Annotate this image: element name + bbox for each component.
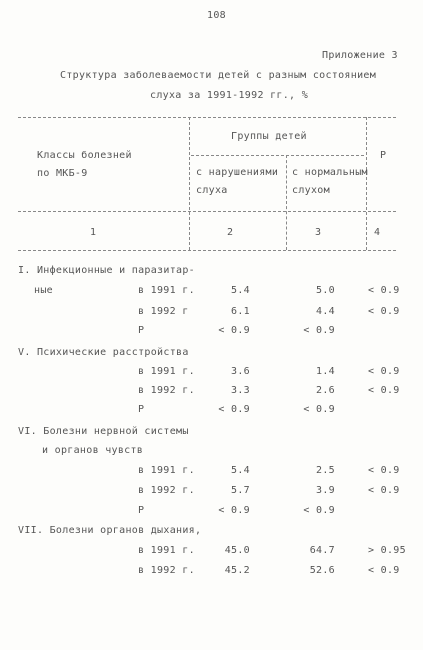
cell-impaired: 5.7 (231, 485, 250, 496)
cell-p: < 0.9 (368, 306, 400, 317)
cell-impaired: < 0.9 (218, 404, 250, 415)
cell-p: < 0.9 (368, 485, 400, 496)
cell-p: < 0.9 (368, 565, 400, 576)
header-rule (18, 211, 396, 212)
row-label: в 1991 г. (138, 366, 195, 377)
section-title: I. Инфекционные и паразитар- (18, 265, 195, 276)
header-impaired-line2: слуха (196, 185, 228, 196)
row-label: в 1992 г. (138, 485, 195, 496)
header-classes-line1: Классы болезней (37, 150, 132, 161)
col-number-3: 3 (315, 227, 322, 238)
header-normal-line1: с нормальным (292, 167, 368, 178)
col-divider-3 (366, 117, 367, 250)
header-normal-line2: слухом (292, 185, 330, 196)
groups-rule (191, 155, 364, 156)
col-number-4: 4 (374, 227, 381, 238)
cell-p: < 0.9 (368, 465, 400, 476)
cell-impaired: 5.4 (231, 285, 250, 296)
cell-normal: 3.9 (316, 485, 335, 496)
header-p: P (380, 150, 387, 161)
row-label: в 1992 г. (138, 385, 195, 396)
page-number: 108 (207, 10, 226, 21)
cell-impaired: 45.2 (224, 565, 250, 576)
header-classes-line2: по МКБ-9 (37, 168, 88, 179)
table-title: Структура заболеваемости детей с разным состоянием (60, 70, 377, 81)
section-title: VII. Болезни органов дыхания, (18, 525, 202, 536)
cell-p: < 0.9 (368, 366, 400, 377)
header-groups: Группы детей (231, 131, 307, 142)
cell-impaired: < 0.9 (218, 505, 250, 516)
cell-impaired: 3.6 (231, 366, 250, 377)
cell-normal: 5.0 (316, 285, 335, 296)
cell-normal: < 0.9 (303, 505, 335, 516)
row-label: в 1991 г. (138, 545, 195, 556)
section-title: VI. Болезни нервной системы (18, 426, 189, 437)
col-divider-1 (189, 117, 190, 250)
row-label: в 1991 г. (138, 465, 195, 476)
col-number-1: 1 (90, 227, 97, 238)
row-label: P (138, 505, 145, 516)
cell-normal: 2.6 (316, 385, 335, 396)
cell-impaired: 3.3 (231, 385, 250, 396)
row-label: P (138, 325, 145, 336)
table-subtitle: слуха за 1991-1992 гг., % (150, 90, 309, 101)
row-label: в 1992 г (138, 306, 189, 317)
section-title: и органов чувств (42, 445, 144, 456)
cell-impaired: 45.0 (224, 545, 250, 556)
cell-normal: 4.4 (316, 306, 335, 317)
cell-normal: 64.7 (309, 545, 335, 556)
cell-normal: 2.5 (316, 465, 335, 476)
row-label: P (138, 404, 145, 415)
cell-normal: < 0.9 (303, 325, 335, 336)
cell-p: > 0.95 (368, 545, 406, 556)
row-label: в 1992 г. (138, 565, 195, 576)
appendix-label: Приложение 3 (322, 50, 398, 61)
header-impaired-line1: с нарушениями (196, 167, 279, 178)
cell-p: < 0.9 (368, 385, 400, 396)
col-number-2: 2 (227, 227, 234, 238)
section-title: V. Психические расстройства (18, 347, 189, 358)
row-label: в 1991 г. (138, 285, 195, 296)
cell-impaired: 6.1 (231, 306, 250, 317)
cell-normal: 1.4 (316, 366, 335, 377)
cell-normal: 52.6 (309, 565, 335, 576)
cell-impaired: 5.4 (231, 465, 250, 476)
cell-normal: < 0.9 (303, 404, 335, 415)
numbering-rule (18, 250, 396, 251)
cell-impaired: < 0.9 (218, 325, 250, 336)
table-top-rule (18, 117, 396, 118)
section-title: ные (34, 285, 53, 296)
cell-p: < 0.9 (368, 285, 400, 296)
col-divider-2 (286, 155, 287, 250)
